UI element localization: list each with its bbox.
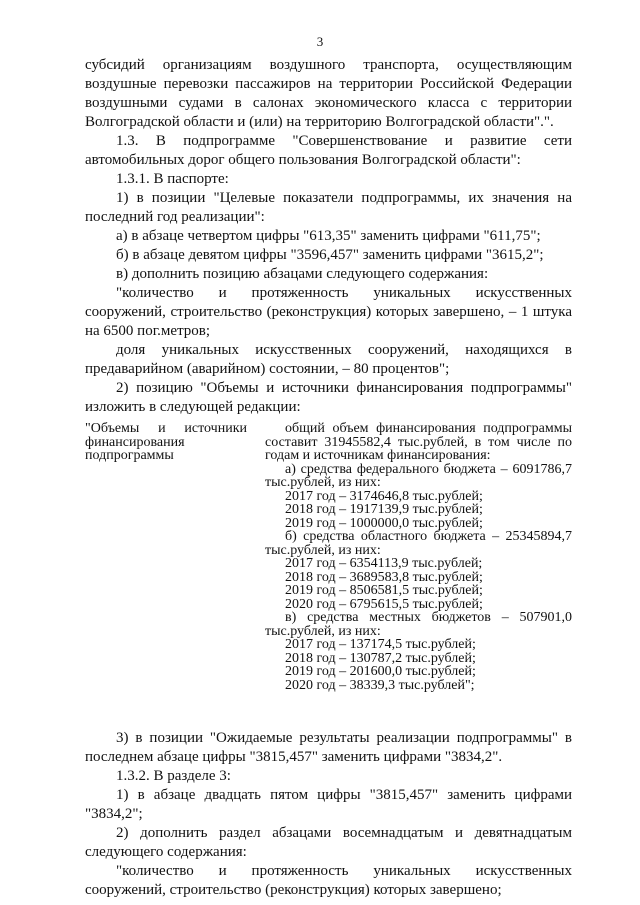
paragraph-share: доля уникальных искусственных сооружений, находящихся в предаварийном (аварийном) состоянии, – 80 процентов"; — [85, 342, 572, 377]
paragraph-item-2: 2) позицию "Объемы и источники финансирования подпрограммы" изложить в следующей редакции: — [85, 380, 572, 415]
financing-total: общий объем финансирования подпрограммы составит 31945582,4 тыс.рублей, в том числе по годам и источникам финансирования: — [265, 421, 572, 463]
federal-budget: а) средства федерального бюджета – 6091786,7 тыс.рублей, из них: — [265, 461, 572, 490]
local-year: 2019 год – 201600,0 тыс.рублей; — [285, 664, 476, 679]
paragraph-quantity: "количество и протяженность уникальных искусственных сооружений, строительство (реконструкция) которых завершено, – 1 штука на 6500 пог.метров; — [85, 285, 572, 339]
federal-year: 2018 год – 1917139,9 тыс.рублей; — [285, 502, 483, 517]
regional-year: 2018 год – 3689583,8 тыс.рублей; — [285, 569, 483, 585]
paragraph-item-v: в) дополнить позицию абзацами следующего содержания: — [116, 266, 489, 282]
regional-year: 2020 год – 6795615,5 тыс.рублей; — [285, 596, 483, 612]
page-number: 3 — [316, 34, 324, 49]
paragraph-1-3-2: 1.3.2. В разделе 3: — [116, 768, 231, 784]
financing-position-value — [265, 422, 572, 692]
paragraph-item-1: 1) в позиции "Целевые показатели подпрограммы, их значения на последний год реализации": — [85, 190, 572, 225]
federal-year: 2017 год – 3174646,8 тыс.рублей; — [285, 488, 483, 504]
regional-budget: б) средства областного бюджета – 25345894,7 тыс.рублей, из них: — [265, 529, 572, 558]
paragraph-section-item-1: 1) в абзаце двадцать пятом цифры "3815,457" заменить цифрами "3834,2"; — [85, 787, 572, 822]
local-budget: в) средства местных бюджетов – 507901,0 тыс.рублей, из них: — [265, 610, 572, 639]
local-year: 2017 год – 137174,5 тыс.рублей; — [285, 637, 476, 652]
financing-table — [85, 422, 572, 692]
financing-position-label: "Объемы и источники финансирования подпрограммы — [85, 421, 247, 463]
paragraph-item-3: 3) в позиции "Ожидаемые результаты реализации подпрограммы" в последнем абзаце цифры "3815,457" заменить цифрами "3834,2". — [85, 730, 572, 765]
paragraph-subsidies: субсидий организациям воздушного транспорта, осуществляющим воздушные перевозки пассажиров на территории Российской Федерации воздушными судами в салонах экономического класса с территории Волгоградской области и (или) на территорию Волгоградской области".". — [85, 57, 572, 130]
paragraph-1-3-1: 1.3.1. В паспорте: — [116, 171, 229, 187]
local-year: 2020 год – 38339,3 тыс.рублей"; — [285, 677, 475, 693]
paragraph-section-item-2: 2) дополнить раздел абзацами восемнадцатым и девятнадцатым следующего содержания: — [85, 825, 572, 860]
document-body — [85, 56, 572, 900]
local-year: 2018 год – 130787,2 тыс.рублей; — [285, 650, 476, 666]
regional-year: 2019 год – 8506581,5 тыс.рублей; — [285, 583, 483, 598]
paragraph-item-b: б) в абзаце девятом цифры "3596,457" заменить цифрами "3615,2"; — [116, 247, 544, 263]
federal-year: 2019 год – 1000000,0 тыс.рублей; — [285, 515, 483, 531]
paragraph-quantity-2: "количество и протяженность уникальных искусственных сооружений, строительство (реконструкция) которых завершено; — [85, 863, 572, 898]
paragraph-item-a: а) в абзаце четвертом цифры "613,35" заменить цифрами "611,75"; — [116, 228, 541, 244]
regional-year: 2017 год – 6354113,9 тыс.рублей; — [285, 556, 483, 571]
paragraph-1-3: 1.3. В подпрограмме "Совершенствование и развитие сети автомобильных дорог общего пользования Волгоградской области": — [85, 133, 572, 168]
spacer — [85, 692, 572, 729]
